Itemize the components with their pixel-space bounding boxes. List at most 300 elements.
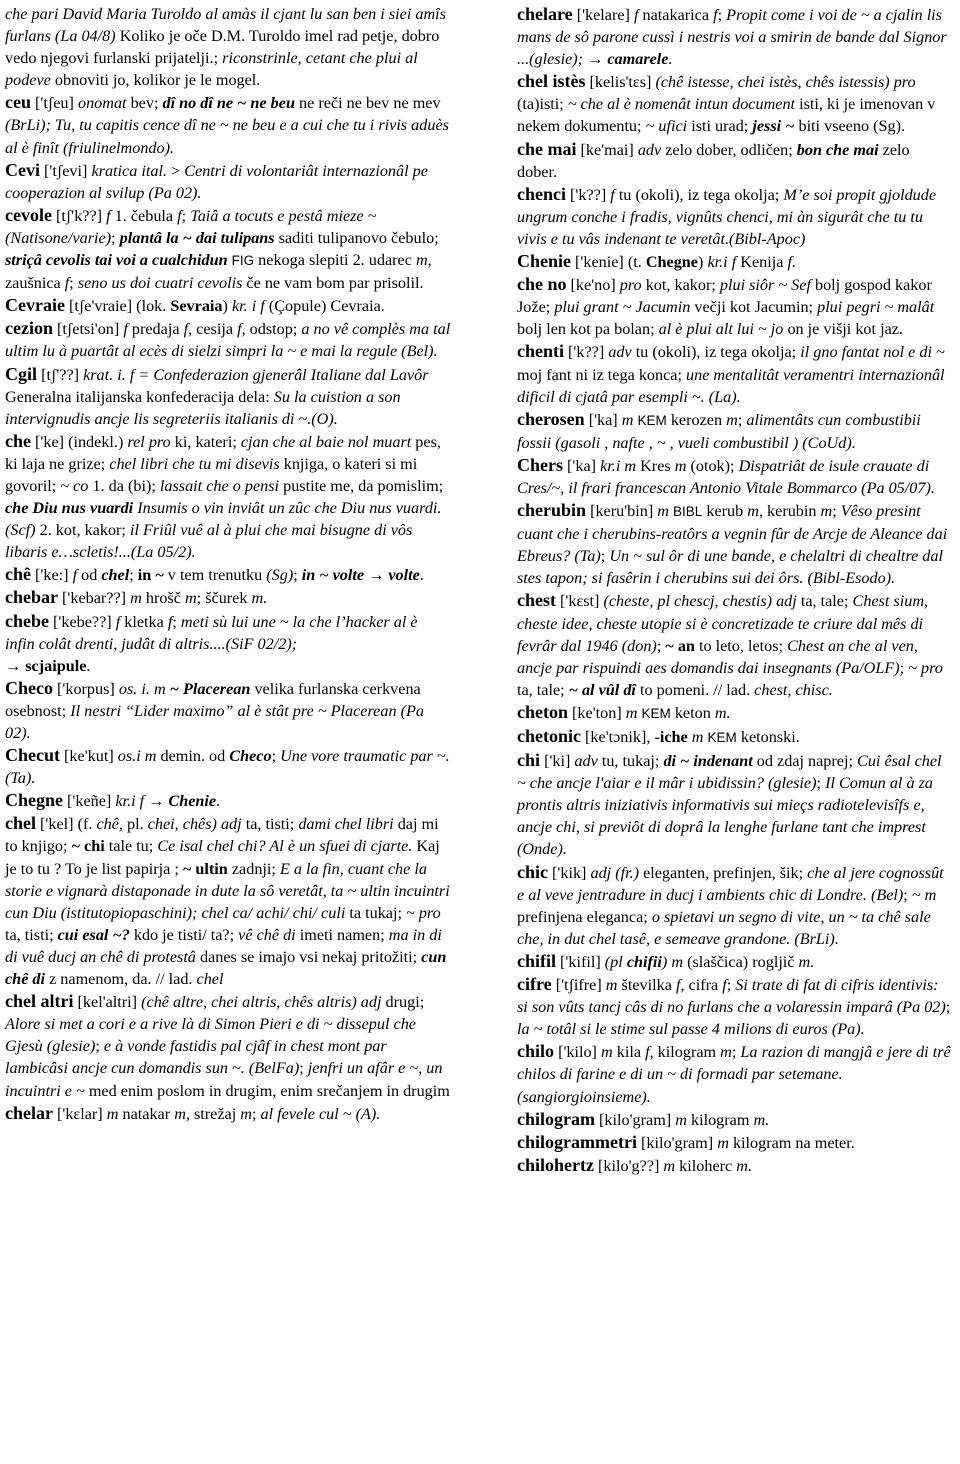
entry-text: cui esal ~?	[57, 925, 130, 944]
entry-text: ~ co	[60, 476, 89, 495]
entry-text: ~ an	[665, 636, 695, 655]
entry-text: Un ~ sul ôr di une bande, e chelaltri di chealtre dal stes tapon; si fasêrin i cherubins sui dei ôrs. (Bibl-Esodo).	[517, 547, 943, 588]
entry-headword: chel istès	[517, 71, 586, 92]
entry-text: velika furlanska cerkvena osebnost;	[5, 679, 421, 720]
entry-text: ['kebar??]	[58, 589, 131, 608]
entry-text: bev;	[126, 94, 163, 113]
entry-text: Koliko je oče D.M. Turoldo imel rad petje, dobro vedo njegovi furlanski prijatelji.;	[5, 27, 440, 68]
entry-text: volte	[388, 566, 420, 585]
entry-text: adj (fr.)	[590, 863, 640, 882]
entry-text: lassait che o pensi	[159, 476, 280, 495]
entry-text: ta, tisti;	[241, 815, 299, 834]
entry-text: Kaj je to tu ? To je list papirja ;	[5, 837, 440, 878]
entry-text: ['korpus]	[53, 679, 119, 698]
entry-text: [ke'kut]	[60, 747, 118, 766]
entry-text: krat. i. f	[83, 365, 135, 384]
entry-text: jenfri un afâr e ~, un incuintri e ~	[5, 1059, 443, 1100]
entry-text: ~ ultin	[182, 859, 228, 878]
entry-text: , cifra	[680, 976, 723, 995]
entry-text: pustite me, da pomislim;	[279, 476, 444, 495]
entry-text: bolj len kot pa bolan;	[517, 320, 659, 339]
entry-text: m	[663, 1156, 676, 1175]
dictionary-entry	[5, 677, 451, 744]
entry-text: ;	[717, 6, 727, 24]
entry-text: f	[722, 976, 727, 995]
entry-text: tu, tukaj;	[597, 752, 664, 771]
entry-text: KEM	[707, 730, 737, 745]
entry-text: Chest sium, cheste idee, cheste utopie si è concretizade te criure dal mês di fevrâr dal 1946 (don)	[517, 592, 929, 655]
entry-text: chel	[101, 566, 130, 585]
entry-text: kr.i f	[707, 253, 737, 272]
entry-text: m.	[798, 952, 815, 971]
entry-text: ['keñe]	[63, 792, 116, 811]
entry-text: ['tʃevi]	[40, 161, 92, 180]
entry-text: kot, kakor;	[641, 276, 720, 295]
entry-headword: Cevi	[5, 159, 40, 180]
entry-text: chel libri che tu mi disevis	[109, 454, 280, 473]
dictionary-entry	[5, 812, 451, 990]
entry-text: večji kot Jacumin;	[690, 298, 818, 317]
dictionary-entry	[517, 973, 953, 1040]
entry-text: m	[415, 251, 428, 270]
entry-text: ~ che al è nomenât intun document	[567, 95, 796, 114]
dictionary-entry	[517, 749, 953, 860]
entry-text: ['k??]	[566, 185, 611, 204]
entry-text: (Sg)	[266, 566, 294, 585]
entry-text: ) m	[661, 952, 684, 971]
entry-text: danes se imajo vsi nekaj pritožiti;	[195, 947, 422, 966]
entry-text: f	[713, 6, 718, 24]
entry-text: La razion di mangjâ e jere di trê chilos di farine e di un ~ di formadi par setemane.(sangiorgioinsieme).	[517, 1043, 951, 1106]
entry-text: os. i. m	[118, 679, 166, 698]
entry-text: drugi;	[381, 993, 425, 1012]
entry-text: camarele	[607, 50, 669, 69]
entry-headword: cevole	[5, 204, 52, 225]
dictionary-entry	[517, 589, 953, 700]
entry-text: f	[167, 612, 173, 631]
entry-text: saditi tulipanovo čebulo;	[274, 228, 439, 247]
entry-text: Chegne	[645, 253, 698, 272]
entry-text: ;	[737, 410, 747, 429]
entry-text: ['k??]	[564, 343, 609, 362]
entry-text: ;	[903, 885, 912, 904]
entry-text: , odstop;	[241, 320, 302, 339]
entry-headword: chilogrammetri	[517, 1131, 637, 1152]
entry-text: chest, chisc.	[754, 680, 833, 699]
entry-text: ;	[656, 636, 666, 655]
entry-headword: Cevraie	[5, 295, 65, 316]
dictionary-entry	[517, 1040, 953, 1107]
entry-text: kletka	[120, 612, 168, 631]
dictionary-entry	[5, 159, 451, 204]
entry-text: f	[633, 6, 639, 24]
entry-headword: chilogram	[517, 1108, 595, 1129]
entry-text: ['tʃeu]	[31, 94, 78, 113]
entry-text: [kilo'g??]	[593, 1156, 664, 1175]
entry-text: )	[222, 297, 232, 316]
entry-text: [kelis'tɛs]	[585, 73, 656, 92]
entry-text: Propit come i voi de ~ a cjalin lis mans de sô parone cussì i nestris voi a smirin de bande dal Signor ...(glesie); →	[517, 6, 947, 69]
entry-text: kiloherc	[675, 1156, 737, 1175]
entry-text: (otok);	[686, 456, 739, 475]
dictionary-entry	[5, 204, 451, 294]
entry-text: plui grant ~ Jacumin	[554, 298, 691, 317]
entry-headword: che no	[517, 274, 567, 295]
entry-text: )	[698, 253, 708, 272]
entry-text: >	[171, 161, 185, 180]
entry-text: 1. čebula	[110, 206, 178, 225]
entry-text: natakarica	[638, 6, 714, 24]
entry-text: Centri di volontariât internazionâl pe cooperazion al svilup (Pa 02).	[5, 161, 428, 202]
entry-text: Chenie	[168, 792, 217, 811]
entry-text: ;	[600, 547, 610, 566]
entry-text: cun chê di	[5, 947, 447, 989]
entry-text: in ~	[137, 566, 164, 585]
entry-text: zelo dober, odličen;	[661, 140, 797, 159]
entry-text: -iche	[654, 728, 688, 746]
dictionary-entry	[517, 1131, 953, 1154]
entry-text: (chê altre, chei altris, chês altris) adj	[141, 993, 382, 1012]
entry-headword: Checut	[5, 745, 60, 766]
entry-headword: che mai	[517, 138, 577, 159]
entry-text: ;	[111, 228, 120, 247]
entry-text: ;	[271, 747, 281, 766]
entry-text: ketonski.	[736, 728, 800, 746]
entry-text: Si trate di fat di cifris identivis: si son vûts tancj câs di no furlans che a volaressin imparâ (Pa 02)	[517, 976, 946, 1017]
entry-text: tu (okoli), iz tega okolja;	[631, 343, 801, 362]
entry-text: adv	[574, 752, 598, 771]
entry-text: .	[86, 656, 91, 675]
entry-text: Dispatriât de isule crauate di Cres/~, il frari francescan Antonio Vitale Bommarco (Pa 05/07).	[517, 456, 935, 497]
entry-text: m.	[736, 1156, 753, 1175]
entry-text: številka	[617, 976, 676, 995]
entry-text: m	[174, 1104, 186, 1123]
entry-text: f	[64, 274, 70, 293]
entry-text: m	[720, 1043, 732, 1062]
entry-text: scjaipule	[25, 656, 87, 675]
entry-text: od zdaj naprej;	[752, 752, 858, 771]
entry-text: m.	[753, 1110, 770, 1129]
dictionary-entry	[5, 430, 451, 564]
entry-text: isti, ki je imenovan v nekem dokumentu;	[517, 95, 936, 136]
entry-text: m	[601, 1043, 613, 1062]
entry-headword: chel	[5, 813, 36, 834]
entry-headword: cheton	[517, 701, 568, 722]
entry-text: ;	[95, 1037, 104, 1056]
entry-text: = Confederazion gjenerâl Italiane dal Lavôr	[138, 365, 429, 384]
entry-text: ['kifil]	[556, 952, 605, 971]
entry-text: [tʃe'vraie] (lok.	[64, 297, 171, 316]
entry-text: kratica ital.	[91, 161, 172, 180]
entry-text: obnoviti jo, kolikor je le mogel.	[50, 71, 261, 90]
entry-text: adv	[637, 140, 662, 159]
entry-text: ~ pro	[908, 658, 943, 677]
entry-text: ki, kateri;	[170, 432, 241, 451]
entry-text: demin. od	[156, 747, 230, 766]
entry-text: predaja	[127, 320, 184, 339]
dictionary-entry	[5, 744, 451, 789]
entry-text: plui pegri ~ malât	[817, 298, 935, 317]
entry-text: rel pro	[127, 432, 171, 451]
entry-text: ~ Placerean	[169, 679, 251, 698]
entry-text: Generalna italijanska konfederacija dela:	[5, 387, 274, 406]
entry-text: kr.i f →	[115, 792, 169, 811]
entry-headword: chi	[517, 750, 541, 771]
entry-text: od	[77, 566, 102, 585]
entry-text: ['kel] (f.	[36, 815, 97, 834]
entry-text: .	[668, 50, 673, 69]
entry-text: Kenija	[736, 253, 788, 272]
entry-text: [kilo'gram]	[595, 1110, 676, 1129]
dictionary-entry	[5, 563, 451, 586]
entry-text: m.	[251, 589, 268, 608]
entry-text: kr. i f	[231, 297, 265, 316]
entry-headword: Chegne	[5, 790, 63, 811]
entry-text: →	[5, 656, 26, 675]
entry-headword: chifil	[517, 950, 556, 971]
entry-text: f	[645, 1043, 650, 1062]
entry-text: v tem trenutku	[163, 566, 267, 585]
entry-text: Chest an che al ven, ancje par rispuindi aes domandis dai insegnants (Pa/OLF)	[517, 636, 918, 677]
entry-text: z namenom, da. // lad.	[45, 970, 197, 989]
entry-text: , pl.	[118, 815, 148, 834]
entry-text: kr.i m	[600, 456, 637, 475]
entry-text: [ke'ton]	[568, 703, 626, 722]
entry-text: (pl	[604, 952, 627, 971]
entry-text: [kel'altri]	[73, 993, 142, 1012]
entry-text: la ~ totâl si le stime sul passe 4 milions di euros (Pa).	[517, 1020, 865, 1039]
entry-text: [kilo'gram]	[636, 1133, 718, 1152]
entry-text: M’e soi propit gjoldude ungrum conche i fradis, vignûts chenci, mi àn sigurât che tu tu vivis e tu vâs indenant te veretât.(Bibl-Apoc)	[517, 185, 937, 248]
entry-text: adv	[608, 343, 632, 362]
entry-text: ;	[832, 502, 841, 521]
entry-text: ~ chi	[71, 837, 105, 856]
entry-text: ~ m	[911, 885, 937, 904]
entry-headword: Cgil	[5, 363, 38, 384]
entry-text: e à vonde fastidis pal cjâf in chest mont par lambicâsi ancje cun domandis sun ~. (BelFa)	[5, 1037, 387, 1078]
entry-text: daj mi to knjigo;	[5, 815, 439, 856]
entry-text: (slaščica) rogljič	[683, 952, 799, 971]
entry-text: Alore si met a cori e a rive là di Simon Pieri e di ~ dissepul che Gjesù (glesie)	[5, 1015, 416, 1056]
entry-text: eleganten, prefinjen, šik;	[639, 863, 808, 882]
entry-text: keton	[670, 703, 715, 722]
entry-text: m	[240, 1104, 252, 1123]
dictionary-entry	[517, 861, 953, 950]
entry-text: , kilogram	[649, 1043, 721, 1062]
entry-text: tu (okoli), iz tega okolja;	[614, 185, 784, 204]
entry-text: Sevraia	[170, 297, 223, 316]
entry-text: 2. kot, kakor;	[35, 521, 130, 540]
entry-text: striçâ cevolis tai voi a cualchidun	[5, 251, 228, 270]
entry-text: [tʃetsi'on]	[52, 320, 124, 339]
entry-text: seno us doi cuatri cevolis	[77, 274, 243, 293]
left-column	[5, 3, 451, 1125]
entry-text: ta, tale;	[517, 680, 569, 699]
entry-text: knjiga, o kateri si mi govoril;	[5, 454, 418, 495]
dictionary-entry	[517, 1108, 953, 1131]
entry-text: ne reči ne bev ne mev	[294, 94, 441, 113]
entry-text: E a la fin, cuant che la storie e vignarà distaponade in dute la sô veretât, ta ~ ultin incuintri cun Diu (istitutopiopaschini); chel ca/ achi/ chi/ culi	[5, 859, 450, 922]
entry-text: une mentalitât veramentri internazionâl dificil di cjatâ par esempli ~. (La).	[517, 365, 945, 406]
entry-text: m	[691, 728, 704, 746]
dictionary-entry	[5, 363, 451, 430]
entry-text: m	[605, 976, 618, 995]
entry-text: on je višji kot jaz.	[783, 320, 903, 339]
entry-text: ;	[129, 566, 138, 585]
entry-text: ~ ufici	[645, 117, 688, 136]
entry-text: (BrLi); Tu, tu capitis cence dî ne ~ ne beu e a cui che tu i rivis aduès al è finît (friulinelmondo).	[5, 116, 449, 157]
dictionary-entry	[5, 317, 451, 362]
entry-text: ['kebe??]	[49, 612, 116, 631]
entry-text: vê chê di	[238, 925, 296, 944]
entry-text: a no vê complès ma tal ultim lu à puartât al ecès di sielzi simpri la ~ e mai la regule (Bel).	[5, 320, 451, 361]
dictionary-entry	[5, 610, 451, 655]
entry-text: Insumis o vin inviât un zûc che Diu nus vuardi.(Scf)	[5, 499, 442, 540]
entry-headword: chebar	[5, 587, 58, 608]
entry-text: Su la cuistion a son intervignudis ancje lis segreteriis italianis di ~.(O).	[5, 387, 401, 428]
entry-text: jessi ~	[752, 117, 795, 136]
entry-text: kerozen	[666, 410, 727, 429]
entry-text: dami chel libri	[298, 815, 394, 834]
entry-text: [tʃ'??]	[37, 365, 84, 384]
dictionary-entry	[517, 138, 953, 183]
entry-text: o spietavi un segno di vite, un ~ ta chê sale che, in dut chel tasê, e semeave grandone. (BrLi).	[517, 907, 931, 948]
entry-text: .	[419, 566, 424, 585]
entry-text: ['ka]	[563, 456, 601, 475]
entry-text: KEM	[637, 412, 667, 428]
right-column	[517, 3, 953, 1177]
entry-text: f	[106, 206, 111, 225]
entry-text: m.	[714, 703, 731, 722]
entry-text: nekoga slepiti 2. udarec	[254, 251, 416, 270]
entry-text: m	[625, 703, 638, 722]
entry-text: ['ke] (indekl.)	[31, 432, 128, 451]
dictionary-entry	[517, 70, 953, 137]
entry-text: m	[820, 502, 833, 521]
entry-text: ;	[293, 566, 302, 585]
entry-text: il Friûl vuê al à plui che mai bisugne di vôs libaris e…scletis!...(La 05/2).	[5, 521, 413, 562]
entry-text: , cesija	[188, 320, 238, 339]
entry-text: chifii	[626, 952, 662, 971]
entry-text: ;	[181, 206, 191, 225]
entry-text: isti urad;	[687, 117, 753, 136]
entry-text: il gno fantat nol e di ~	[800, 343, 945, 362]
entry-headword: Chers	[517, 454, 563, 475]
entry-headword: chelare	[517, 4, 573, 24]
entry-text: ~ pro	[406, 903, 441, 922]
entry-text: m	[747, 502, 759, 521]
entry-text: (cheste, pl chescj, chestis) adj	[603, 592, 797, 611]
dictionary-entry	[5, 789, 451, 812]
entry-text: m	[657, 502, 669, 521]
entry-text: al fevele cul ~ (A).	[260, 1104, 381, 1123]
entry-text: ta, tisti;	[5, 925, 58, 944]
entry-text: [ke'tɔnik],	[580, 728, 655, 746]
entry-text: ['tʃifre]	[551, 976, 606, 995]
entry-text: kilogram na meter.	[728, 1133, 855, 1152]
entry-text: [ke'no]	[566, 276, 620, 295]
entry-text: hrošč	[141, 589, 185, 608]
entry-text: prefinjena eleganca;	[517, 907, 652, 926]
entry-text: tale tu;	[104, 837, 158, 856]
entry-text: 1. da (bi);	[88, 476, 160, 495]
entry-text: f	[123, 320, 128, 339]
entry-text: (chê istesse, chei istès, chês istessis) pro	[655, 73, 916, 92]
dictionary-entry	[517, 454, 953, 499]
entry-text: [ke'mai]	[576, 140, 638, 159]
entry-text: natakar	[118, 1104, 175, 1123]
entry-text: ;	[945, 998, 951, 1017]
entry-text: riconstrinle, cetant che plui al podeve	[5, 49, 418, 90]
entry-text: to leto, letos;	[694, 636, 788, 655]
entry-text: ;	[69, 274, 78, 293]
dictionary-entry	[5, 3, 451, 91]
entry-text: f.	[787, 253, 797, 272]
entry-text: f	[72, 566, 78, 585]
entry-text: ['kilo]	[554, 1043, 601, 1062]
entry-text: chei, chês) adj	[147, 815, 242, 834]
entry-text: KEM	[641, 705, 671, 721]
entry-text: di ~ indenant	[663, 752, 753, 771]
entry-text: dî no dî ne ~ ne beu	[162, 94, 295, 113]
entry-headword: chenci	[517, 183, 566, 204]
entry-text: m	[674, 456, 687, 475]
dictionary-entry	[517, 499, 953, 589]
entry-text: ta, tale;	[796, 592, 853, 611]
dictionary-entry	[5, 91, 451, 158]
entry-text: ;	[172, 612, 181, 631]
entry-text: ; ščurek	[196, 589, 252, 608]
entry-text: m	[106, 1104, 119, 1123]
dictionary-entry	[5, 1102, 451, 1125]
entry-text: chê	[96, 815, 119, 834]
entry-text: Kres	[636, 456, 675, 475]
entry-headword: cherubin	[517, 500, 587, 521]
entry-text: imeti namen;	[295, 925, 389, 944]
entry-text: che al jere cognossût e al veve jentradure in ducj i ambients chic di Londre. (Bel)	[517, 863, 944, 904]
entry-text: kerub	[702, 502, 748, 521]
entry-text: kila	[612, 1043, 646, 1062]
entry-text: f	[675, 976, 681, 995]
entry-text: ['kelare]	[572, 6, 634, 24]
entry-text: ~ al vûl dî	[568, 680, 636, 699]
entry-text: ;	[816, 774, 826, 793]
entry-text: pro	[619, 276, 642, 295]
entry-text: , zaušnica	[5, 251, 432, 293]
entry-text: Ce isal chel chi? Al è un sfuei di cjarte.	[157, 837, 413, 856]
entry-text: os.i m	[117, 747, 157, 766]
entry-headword: cifre	[517, 974, 552, 995]
entry-headword: chel altri	[5, 991, 74, 1012]
dictionary-entry	[5, 990, 451, 1101]
entry-text: zadnji;	[227, 859, 280, 878]
entry-headword: chê	[5, 564, 31, 585]
entry-text: che pari David Maria Turoldo al amàs il cjant lu san ben i siei amîs furlans (La 04/8)	[5, 5, 446, 46]
entry-headword: Chenie	[517, 251, 571, 272]
dictionary-entry	[517, 3, 953, 70]
entry-text: če ne vam bom par prisolil.	[242, 274, 424, 293]
entry-text: ma in di di vuê ducj an chê di protestâ	[5, 925, 442, 966]
entry-text: Il nestri “Lider maximo” al è stât pre ~ Placerean (Pa 02).	[5, 701, 424, 742]
entry-headword: chic	[517, 861, 548, 882]
entry-headword: cezion	[5, 318, 53, 339]
entry-text: Vêso presint cuant che i cherubins-reatôrs a vegnin fûr de Arcje de Aleance dai Ebreus? (Ta)	[517, 502, 948, 566]
entry-text: ;	[299, 1059, 308, 1078]
entry-text: m	[130, 589, 142, 608]
entry-text: ['kenie] (t.	[571, 253, 646, 272]
dictionary-entry	[517, 340, 953, 407]
entry-text: (Çopule) Cevraia.	[264, 297, 385, 316]
